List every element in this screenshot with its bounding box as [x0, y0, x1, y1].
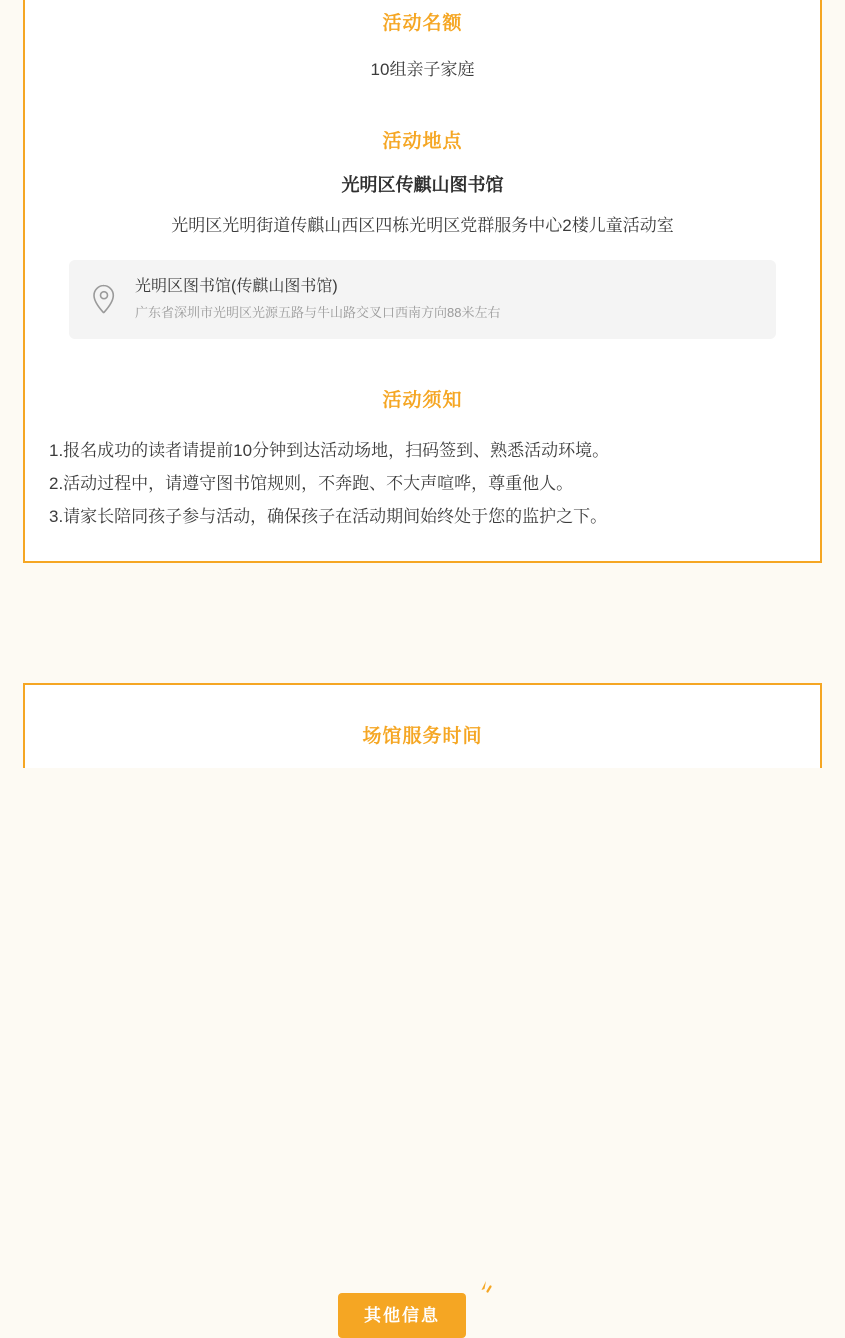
- venue-address: 光明区光明街道传麒山西区四栋光明区党群服务中心2楼儿童活动室: [171, 216, 674, 235]
- location-pin-icon: [87, 282, 121, 316]
- section-title-quota: 活动名额: [382, 13, 463, 34]
- notice-item: 3.请家长陪同孩子参与活动，确保孩子在活动期间始终处于您的监护之下。: [49, 506, 608, 526]
- notice-list: [47, 434, 798, 533]
- spacer: [47, 339, 798, 385]
- notice-item: 2.活动过程中，请遵守图书馆规则，不奔跑、不大声喧哗，尊重他人。: [49, 473, 574, 493]
- sparkle-icon: [472, 1279, 494, 1301]
- section-title-service-hours: 场馆服务时间: [362, 726, 483, 747]
- section-title-location: 活动地点: [382, 131, 463, 152]
- map-location-card[interactable]: [69, 260, 776, 339]
- location-detail-address: 广东省深圳市光明区光源五路与牛山路交叉口西南方向88米左右: [135, 305, 501, 321]
- section-title-notice: 活动须知: [382, 389, 463, 411]
- other-info-pill: 其他信息: [338, 1293, 466, 1338]
- spacer: [47, 80, 798, 126]
- venue-service-card: [23, 683, 822, 768]
- location-texts: [135, 276, 758, 323]
- activity-quota-text: 10组亲子家庭: [370, 60, 475, 79]
- location-name: 光明区图书馆(传麒山图书馆): [135, 278, 338, 295]
- activity-info-card: [23, 0, 822, 563]
- venue-name: 光明区传麒山图书馆: [341, 175, 504, 195]
- notice-item: 1.报名成功的读者请提前10分钟到达活动场地，扫码签到、熟悉活动环境。: [49, 440, 610, 460]
